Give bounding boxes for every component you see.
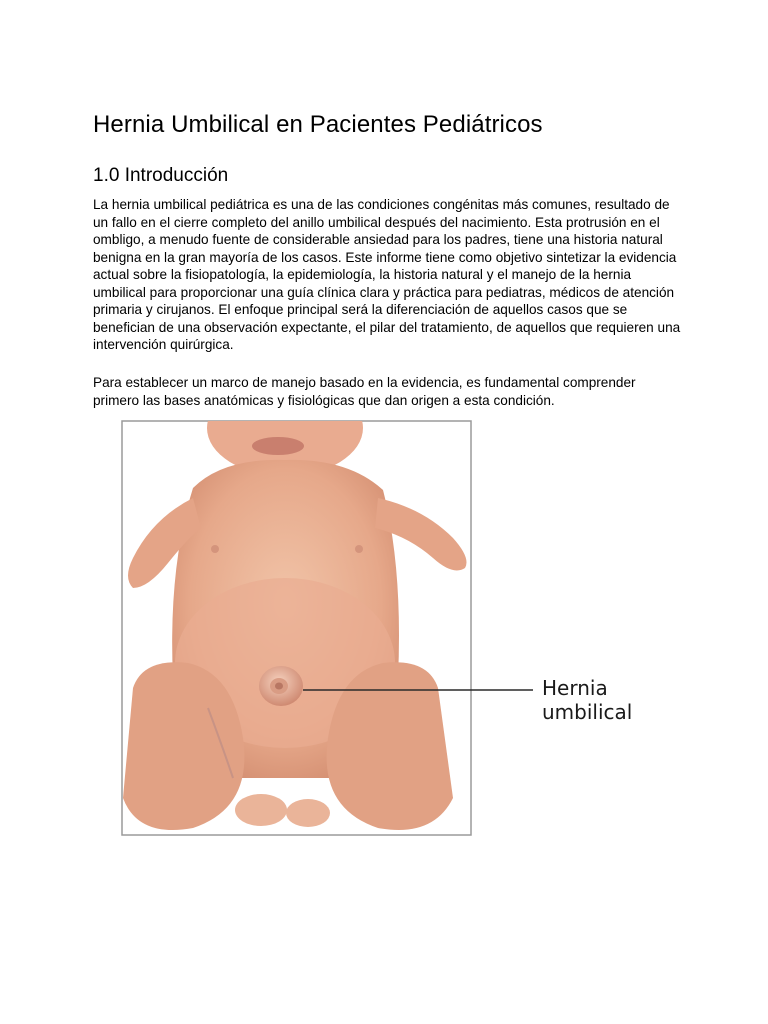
intro-paragraph: La hernia umbilical pediátrica es una de las condiciones congénitas más comunes, resultado de un fallo en el cierre completo del anillo umbilical después del nacimiento. Esta protrusión en el ombligo, a menudo fuente de considerable ansiedad para los padres, tiene una historia natural benigna en la gran mayoría de los casos. Este informe tiene como objetivo sintetizar la evidencia actual sobre la fisiopatología, la epidemiología, la historia natural y el manejo de la hernia umbilical para proporcionar una guía clínica clara y práctica para pediatras, médicos de atención primaria y cirujanos. El enfoque principal será la diferenciación de aquellos casos que se benefician de una observación expectante, el pilar del tratamiento, de aquellos que requieren una intervención quirúrgica.	[93, 197, 681, 352]
label-line-2: umbilical	[542, 700, 633, 724]
section-heading: 1.0 Introducción	[93, 165, 229, 186]
label-line-1: Hernia	[542, 676, 608, 700]
hernia-label	[542, 676, 632, 724]
page-title: Hernia Umbilical en Pacientes Pediátricos	[93, 111, 543, 138]
umbilical-hernia-illustration	[93, 418, 633, 846]
infant-drawing	[93, 418, 605, 846]
context-paragraph: Para establecer un marco de manejo basado en la evidencia, es fundamental comprender primero las bases anatómicas y fisiológicas que dan origen a esta condición.	[93, 375, 636, 408]
